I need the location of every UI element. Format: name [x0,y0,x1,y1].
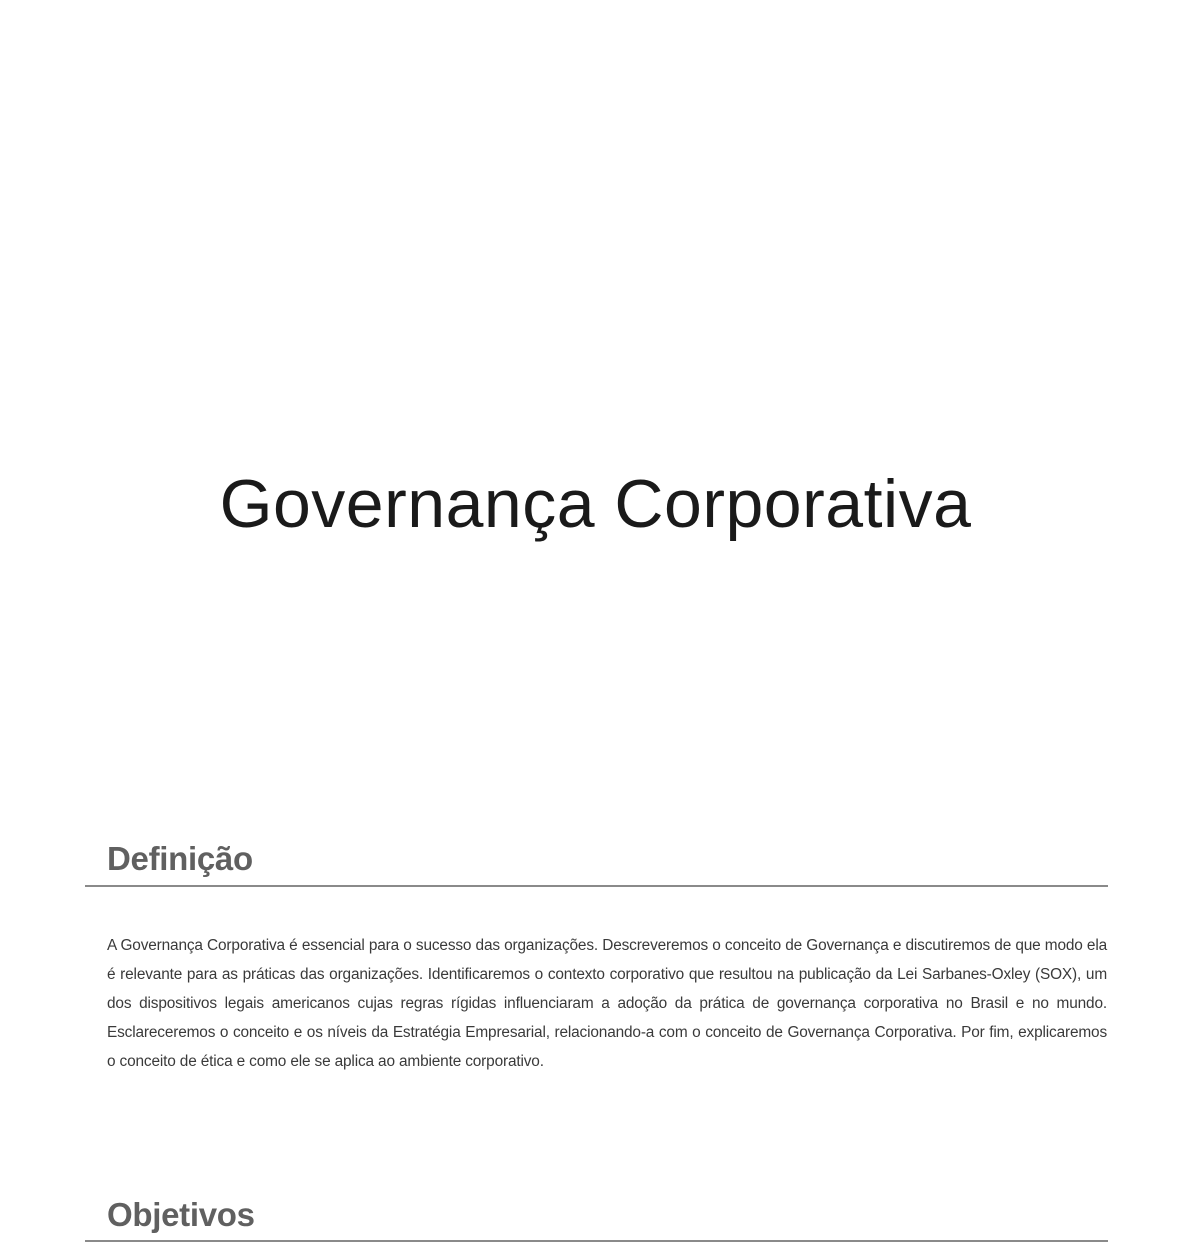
definition-paragraph: A Governança Corporativa é essencial para o sucesso das organizações. Descreveremos o conceito de Governança e discutiremos de que modo ela é relevante para as práticas das organizações. Identificaremos o contexto corporativo que resultou na publicação da Lei Sarbanes-Oxley (SOX), um dos dispositivos legais americanos cujas regras rígidas influenciaram a adoção da prática de governança corporativa no Brasil e no mundo. Esclareceremos o conceito e os níveis da Estratégia Empresarial, relacionando-a com o conceito de Governança Corporativa. Por fim, explicaremos o conceito de ética e como ele se aplica ao ambiente corporativo. [107,937,1107,1070]
section-divider-objetivos [85,1240,1108,1242]
section-heading-definicao: Definição [107,840,253,877]
section-divider-definicao [85,885,1108,887]
page-title: Governança Corporativa [219,466,972,542]
section-heading-objetivos: Objetivos [107,1196,255,1233]
